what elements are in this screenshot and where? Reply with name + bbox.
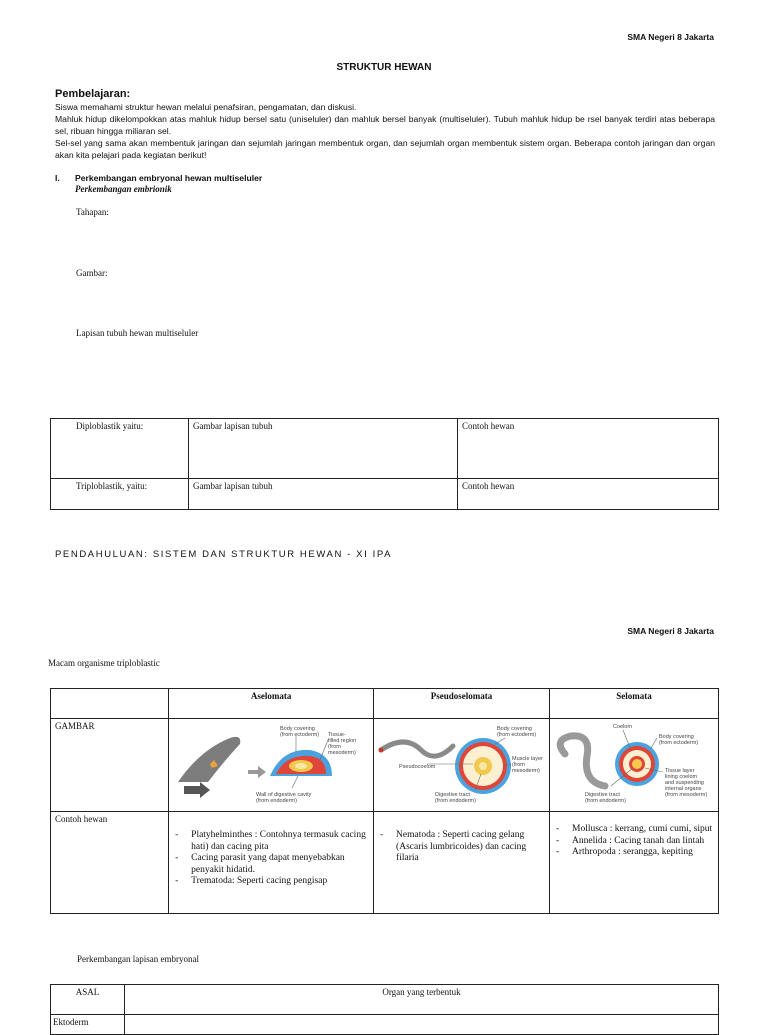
layer-row-triplo [51, 479, 719, 510]
pseudo-diagram-cell [374, 719, 550, 812]
cell-diplo-gambar: Gambar lapisan tubuh [189, 419, 458, 479]
triplo-table [50, 688, 719, 914]
aselomata-label-2: (from ectoderm) [280, 732, 320, 738]
pseudo-list [378, 830, 545, 865]
asal-table [50, 984, 719, 1035]
list-item: - Trematoda: Seperti cacing pengisap [173, 876, 369, 888]
aselomata-label-3: Tissue- [328, 732, 346, 738]
organ-header: Organ yang terbentuk [125, 985, 719, 1015]
lapisan-label: Lapisan tubuh hewan multiseluler [76, 328, 199, 338]
selomata-label-1: Coelom [613, 724, 632, 730]
earthworm-shape [560, 736, 605, 786]
contoh-row-label: Contoh hewan [51, 812, 169, 914]
pseudo-label-2: (from ectoderm) [497, 732, 537, 738]
list-item: - Nematoda : Seperti cacing gelang (Ascaris lumbricoides) dan cacing filaria [378, 830, 545, 865]
asal-header: ASAL [51, 985, 125, 1015]
aselomata-label-7: Wall of digestive cavity [256, 792, 312, 798]
header-selomata: Selomata [550, 689, 719, 719]
gambar-row-label: GAMBAR [51, 719, 169, 812]
pseudo-examples [374, 812, 550, 914]
pointer-arrow-icon [184, 782, 210, 798]
tahapan-label: Tahapan: [76, 207, 109, 217]
pseudo-diagram [375, 720, 547, 808]
learning-paragraph-3: Sel-sel yang sama akan membentuk jaringan dan sejumlah jaringan membentuk organ, dan sejumlah organ membentuk sistem organ. Beberapa contoh jaringan dan organ akan kita pelajari pada kegiatan berikut! [55, 138, 715, 160]
triplo-contoh-row [51, 812, 719, 914]
selomata-label-6: and suspending [665, 780, 704, 786]
cell-triplo-contoh: Contoh hewan [458, 479, 719, 510]
triplo-header-row [51, 689, 719, 719]
arrow-icon [248, 766, 266, 778]
aselomata-label-6: mesoderm) [328, 750, 356, 756]
gut-lumen [479, 762, 487, 770]
aselomata-label-4: filled region [328, 738, 357, 744]
cell-diplo-contoh: Contoh hewan [458, 419, 719, 479]
selomata-label-5: lining coelom [665, 774, 698, 780]
aselomata-list [173, 830, 369, 888]
worm-head-mark [379, 748, 384, 753]
selomata-label-10: (from endoderm) [585, 798, 626, 804]
pseudo-label-4: Muscle layer [512, 756, 543, 762]
triplo-title: Macam organisme triploblastic [48, 658, 160, 668]
selomata-label-4: Tissue layer [665, 768, 695, 774]
section-number: I. [55, 173, 60, 183]
triplo-gambar-row [51, 719, 719, 812]
pseudo-label-1: Body covering [497, 726, 532, 732]
asal-row-ektoderm [51, 1015, 719, 1035]
list-item: - Mollusca : kerrang, cumi cumi, siput [554, 824, 714, 836]
aselomata-examples [169, 812, 374, 914]
list-item: - Annelida : Cacing tanah dan lintah [554, 836, 714, 848]
learning-paragraph-1: Siswa memahami struktur hewan melalui penafsiran, pengamatan, dan diskusi. [55, 102, 357, 112]
selomata-list [554, 824, 714, 859]
roundworm-shape [381, 742, 453, 756]
ektoderm-cell: Ektoderm [51, 1015, 125, 1035]
selomata-label-8: (from mesoderm) [665, 792, 708, 798]
aselomata-label-5: (from [328, 744, 341, 750]
aselomata-diagram-cell [169, 719, 374, 812]
learning-heading: Pembelajaran: [55, 88, 131, 100]
page-title: STRUKTUR HEWAN [336, 62, 432, 73]
learning-paragraph-2: Mahluk hidup dikelompokkan atas mahluk hidup bersel satu (uniseluler) dan mahluk bersel banyak (multiseluler). Tubuh mahluk hidup be rsel banyak terdiri atas beberapa sel, ribuan hingga miliaran sel. [55, 114, 715, 136]
asal-header-row [51, 985, 719, 1015]
aselomata-label-1: Body covering [280, 726, 316, 732]
gut-cavity [295, 763, 307, 769]
cell-triplo-gambar: Gambar lapisan tubuh [189, 479, 458, 510]
selomata-label-2: Body covering [659, 734, 694, 740]
layer-table [50, 418, 719, 510]
list-item: - Cacing parasit yang dapat menyebabkan penyakit hidatid. [173, 853, 369, 876]
header-pseudoselomata: Pseudoselomata [374, 689, 550, 719]
flatworm-shape [178, 737, 240, 782]
school-name: SMA Negeri 8 Jakarta [627, 32, 714, 42]
pseudo-label-5: (from [512, 762, 525, 768]
pseudo-label-7: Digestive tract [435, 792, 470, 798]
list-item: - Arthropoda : serangga, kepiting [554, 847, 714, 859]
header-empty [51, 689, 169, 719]
school-name-page2: SMA Negeri 8 Jakarta [627, 626, 714, 636]
selomata-examples [550, 812, 719, 914]
cell-triplo-label: Triploblastik, yaitu: [51, 479, 189, 510]
digestive-tract [632, 759, 642, 769]
selomata-label-7: internal organs [665, 786, 702, 792]
section-subtitle: Perkembangan embrionik [75, 184, 172, 194]
pseudo-label-6: mesoderm) [512, 768, 540, 774]
gambar-label: Gambar: [76, 268, 108, 278]
list-item: - Platyhelminthes : Contohnya termasuk cacing hati) dan cacing pita [173, 830, 369, 853]
selomata-diagram-cell [550, 719, 719, 812]
header-aselomata: Aselomata [169, 689, 374, 719]
selomata-label-9: Digestive tract [585, 792, 620, 798]
ektoderm-organ-cell [125, 1015, 719, 1035]
section-title: Perkembangan embryonal hewan multiseluler [75, 173, 263, 183]
layer-row-diplo [51, 419, 719, 479]
page-footer: PENDAHULUAN: SISTEM DAN STRUKTUR HEWAN - XI IPA [55, 549, 393, 560]
pseudo-label-8: (from endoderm) [435, 798, 477, 804]
pseudo-label-3: Pseudocoelom [399, 764, 436, 770]
aselomata-diagram [170, 720, 370, 808]
embryo-title: Perkembangan lapisan embryonal [77, 954, 199, 964]
selomata-diagram [551, 720, 717, 808]
selomata-label-3: (from ectoderm) [659, 740, 699, 746]
cell-diplo-label: Diploblastik yaitu: [51, 419, 189, 479]
aselomata-label-8: (from endoderm) [256, 798, 298, 804]
